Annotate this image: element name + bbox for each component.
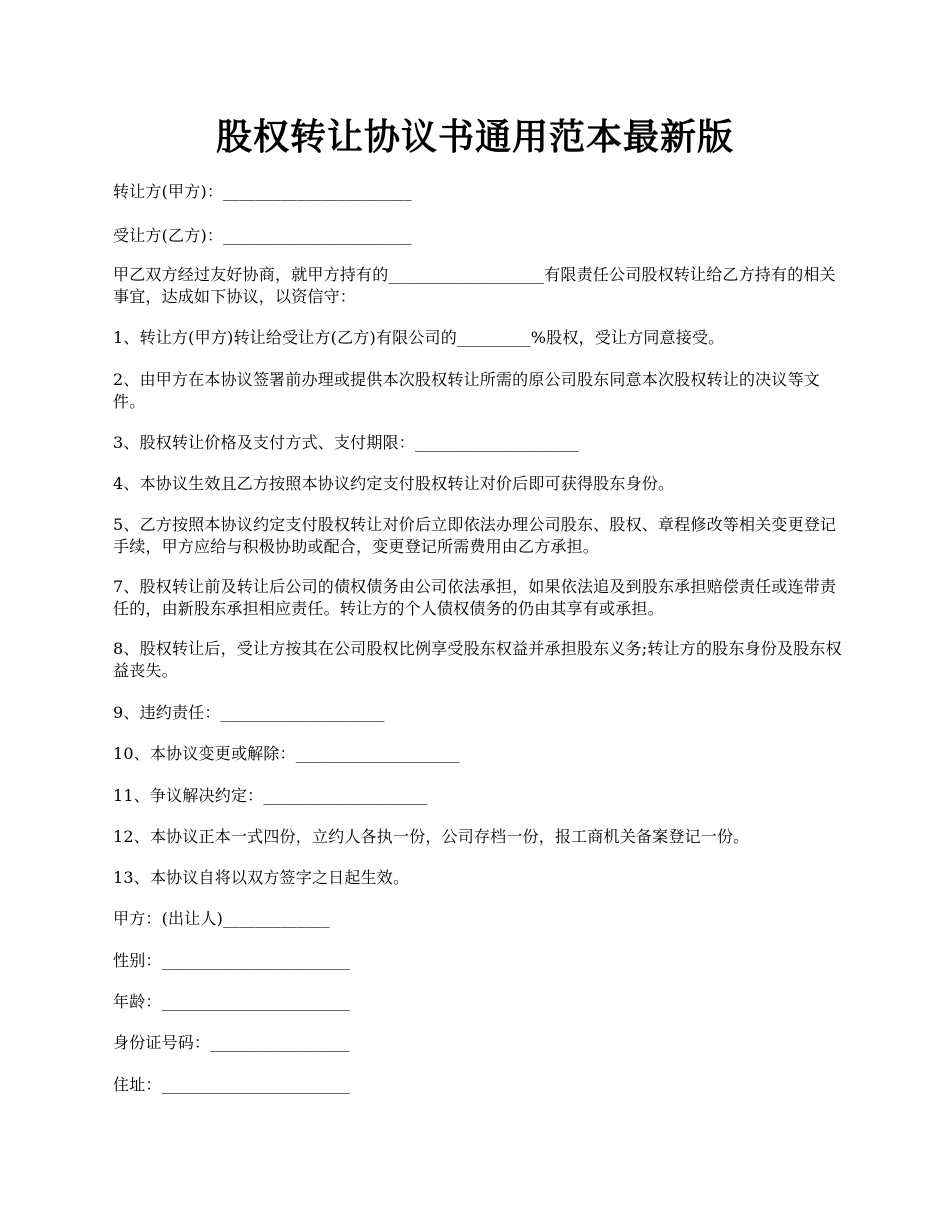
clause-13: 13、本协议自将以双方签字之日起生效。 [113,868,410,887]
clause-7: 7、股权转让前及转让后公司的债权债务由公司依法承担，如果依法追及到股东承担赔偿责任或连带责任的，由新股东承担相应责任。转让方的个人债权债务的仍由其享有或承担。 [113,577,837,618]
document-title: 股权转让协议书通用范本最新版 [215,116,734,158]
clause-10: 10、本协议变更或解除：____________________ [113,744,460,763]
clause-5: 5、乙方按照本协议约定支付股权转让对价后立即依法办理公司股东、股权、章程修改等相关变更登记手续，甲方应给与积极协助或配合，变更登记所需费用由乙方承担。 [113,515,837,556]
transferor-party-line: 转让方(甲方)：_______________________ [113,182,412,201]
party-a-signature-line: 甲方：(出让人)_____________ [113,909,330,928]
transferee-party-line: 受让方(乙方)：_______________________ [113,226,412,245]
clause-3: 3、股权转让价格及支付方式、支付期限：____________________ [113,433,579,452]
clause-4: 4、本协议生效且乙方按照本协议约定支付股权转让对价后即可获得股东身份。 [113,474,675,493]
address-field-line: 住址：_______________________ [113,1075,351,1094]
id-number-field-line: 身份证号码：_________________ [113,1033,350,1052]
clause-11: 11、争议解决约定：____________________ [113,786,428,805]
clause-8: 8、股权转让后，受让方按其在公司股权比例享受股东权益并承担股东义务;转让方的股东身份及股东权益丧失。 [113,639,842,680]
clause-12: 12、本协议正本一式四份，立约人各执一份，公司存档一份，报工商机关备案登记一份。 [113,827,750,846]
age-field-line: 年龄：_______________________ [113,992,351,1011]
clause-2: 2、由甲方在本协议签署前办理或提供本次股权转让所需的原公司股东同意本次股权转让的决议等文件。 [113,370,820,411]
gender-field-line: 性别：_______________________ [113,951,351,970]
clause-1: 1、转让方(甲方)转让给受让方(乙方)有限公司的_________%股权，受让方同意接受。 [113,328,725,347]
clause-9: 9、违约责任：____________________ [113,703,385,722]
preamble-paragraph: 甲乙双方经过友好协商，就甲方持有的___________________有限责任公司股权转让给乙方持有的相关事宜，达成如下协议，以资信守： [113,265,836,306]
